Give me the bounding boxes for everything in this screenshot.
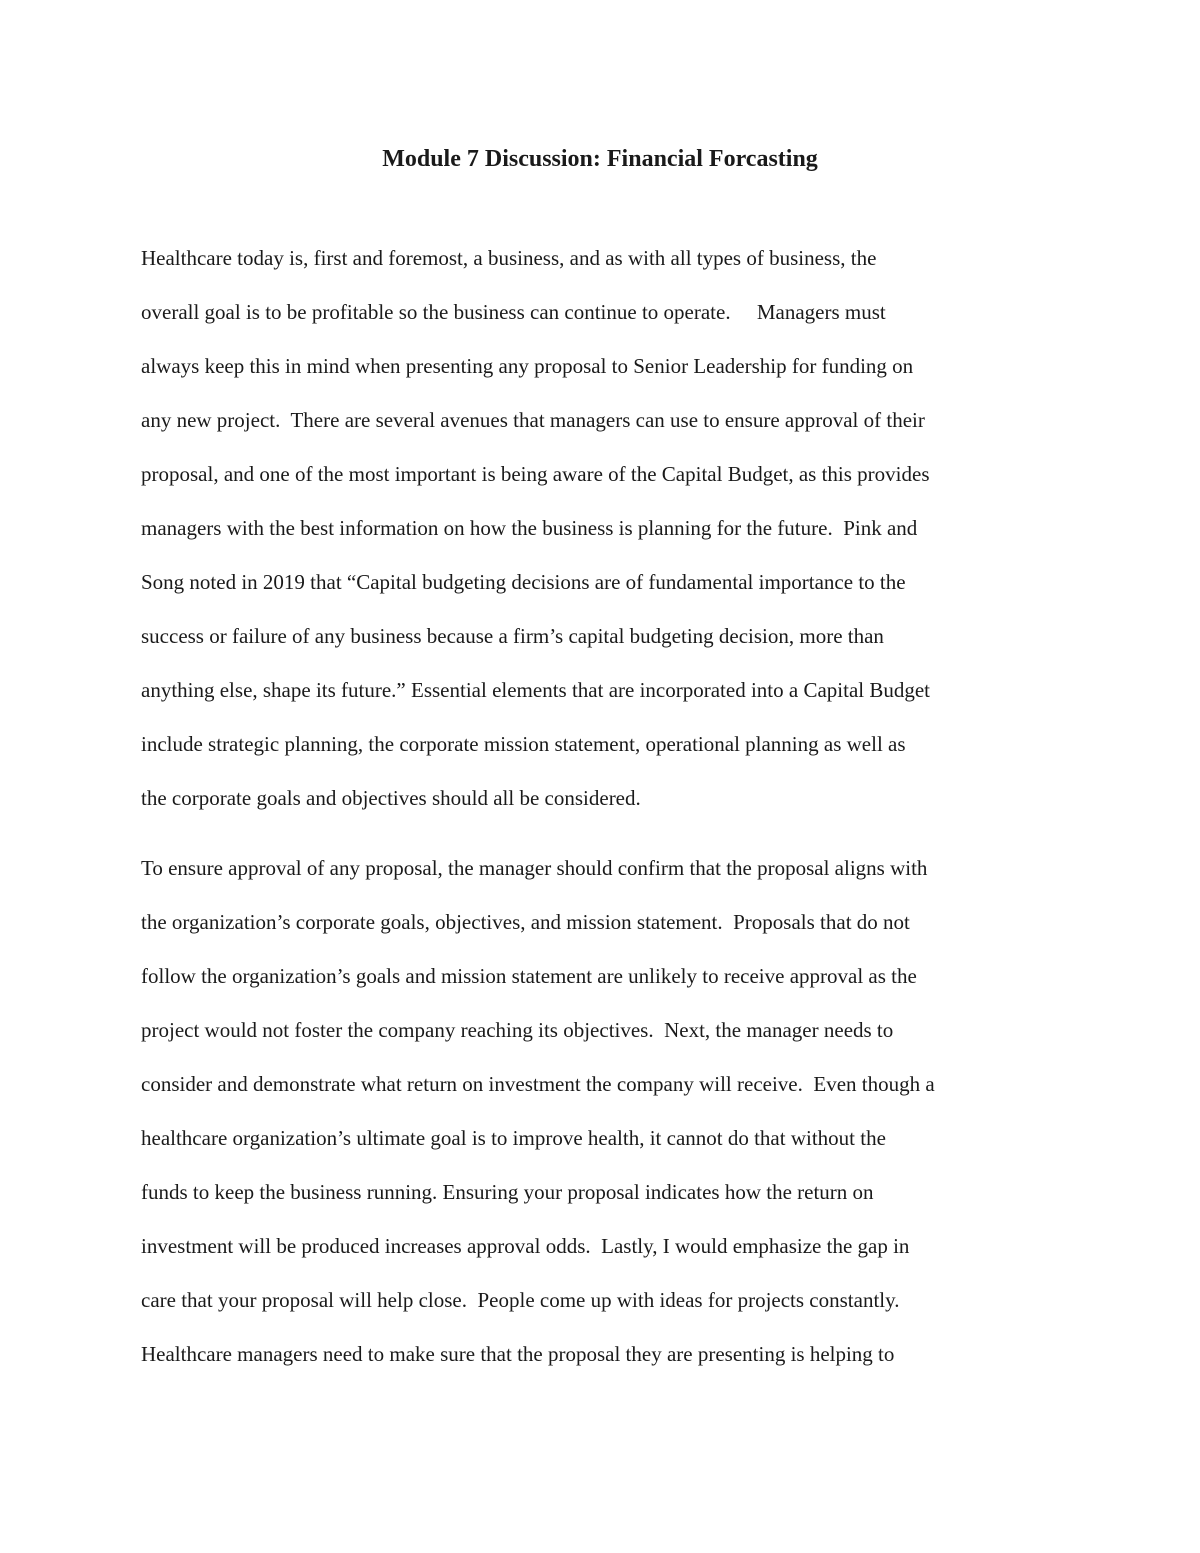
paragraph-line: project would not foster the company reaching its objectives. Next, the manager needs to — [141, 1018, 894, 1042]
paragraph-line: always keep this in mind when presenting any proposal to Senior Leadership for funding on — [141, 354, 914, 378]
paragraph-line: To ensure approval of any proposal, the manager should confirm that the proposal aligns with — [141, 856, 928, 880]
document-title: Module 7 Discussion: Financial Forcasting — [382, 146, 818, 172]
paragraph-line: Song noted in 2019 that “Capital budgeting decisions are of fundamental importance to the — [141, 570, 906, 594]
paragraph-line: the organization’s corporate goals, objectives, and mission statement. Proposals that do not — [141, 910, 910, 934]
paragraph-line: funds to keep the business running. Ensuring your proposal indicates how the return on — [141, 1180, 874, 1204]
paragraph-line: consider and demonstrate what return on investment the company will receive. Even though a — [141, 1072, 935, 1096]
paragraph-line: include strategic planning, the corporate mission statement, operational planning as well as — [141, 732, 906, 756]
paragraph-line: anything else, shape its future.” Essential elements that are incorporated into a Capital Budget — [141, 678, 931, 702]
paragraph-line: Healthcare today is, first and foremost, a business, and as with all types of business, the — [141, 246, 877, 270]
paragraph-line: proposal, and one of the most important is being aware of the Capital Budget, as this provides — [141, 462, 930, 486]
paragraph-line: care that your proposal will help close. People come up with ideas for projects constantly. — [141, 1288, 900, 1312]
paragraph-line: success or failure of any business because a firm’s capital budgeting decision, more than — [141, 624, 884, 648]
paragraph-line: any new project. There are several avenues that managers can use to ensure approval of their — [141, 408, 925, 432]
paragraph-line: overall goal is to be profitable so the business can continue to operate. Managers must — [141, 300, 886, 324]
paragraph-line: healthcare organization’s ultimate goal is to improve health, it cannot do that without the — [141, 1126, 886, 1150]
paragraph-line: the corporate goals and objectives should all be considered. — [141, 786, 641, 810]
paragraph-line: managers with the best information on how the business is planning for the future. Pink and — [141, 516, 918, 540]
paragraph-line: Healthcare managers need to make sure that the proposal they are presenting is helping to — [141, 1342, 895, 1366]
paragraph-line: follow the organization’s goals and mission statement are unlikely to receive approval as the — [141, 964, 917, 988]
paragraph-line: investment will be produced increases approval odds. Lastly, I would emphasize the gap in — [141, 1234, 910, 1258]
